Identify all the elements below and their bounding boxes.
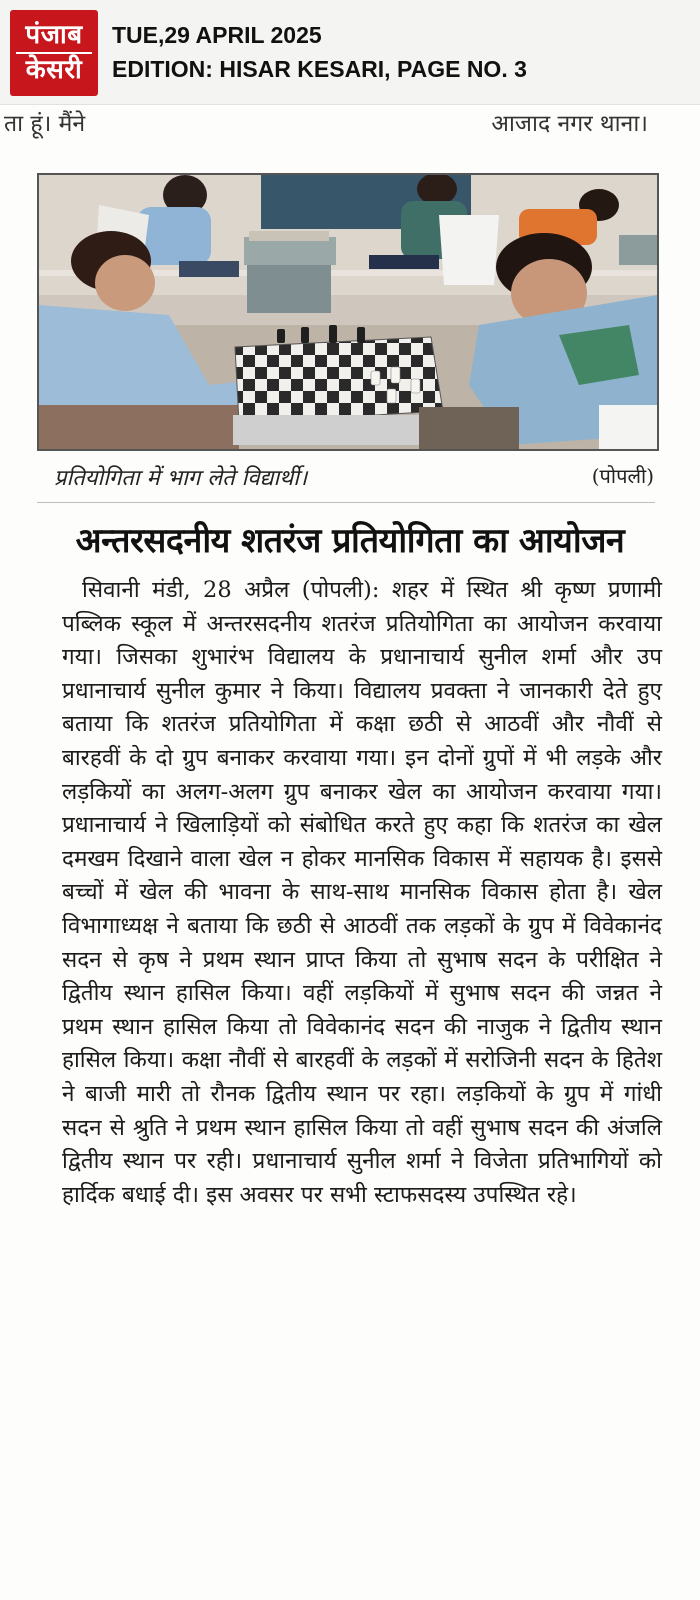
photo-credit: (पोपली) [591, 464, 654, 488]
article-body: सिवानी मंडी, 28 अप्रैल (पोपली): शहर में स्थित श्री कृष्ण प्रणामी पब्लिक स्कूल में अन्तरसदनीय शतरंज प्रतियोगिता का आयोजन करवाया गया। जिसका शुभारंभ विद्यालय के प्रधानाचार्य सुनील शर्मा और उप प्रधानाचार्य सुनील कुमार ने किया। विद्यालय प्रवक्ता ने जानकारी देते हुए बताया कि शतरंज प्रतियोगिता में कक्षा छठी से आठवीं और नौवीं से बारहवीं के दो ग्रुप बनाकर करवाया गया। इन दोनों ग्रुपों में भी लड़के और लड़कियों का अलग-अलग ग्रुप बनाकर खेल का आयोजन करवाया गया। प्रधानाचार्य ने खिलाड़ियों को संबोधित करते हुए कहा कि शतरंज का खेल दमखम दिखाने वाला खेल न होकर मानसिक विकास में सहायक है। इससे बच्चों में खेल की भावना के साथ-साथ मानसिक विकास होता है। खेल विभागाध्यक्ष ने बताया कि छठी से आठवीं तक लड़कों के ग्रुप में विवेकानंद सदन से कृष ने प्रथम स्थान प्राप्त किया तो सुभाष सदन के परीक्षित ने द्वितीय स्थान हासिल किया। वहीं लड़कियों में सुभाष सदन की जन्नत ने प्रथम स्थान हासिल किया तो विवेकानंद सदन की नाजुक ने द्वितीय स्थान हासिल किया। कक्षा नौवीं से बारहवीं के लड़कों में सरोजिनी सदन के हितेश ने बाजी मारी तो रौनक द्वितीय स्थान पर रहा। लड़कियों के ग्रुप में गांधी सदन से श्रुति ने प्रथम स्थान हासिल किया तो वहीं सुभाष सदन की अंजलि द्वितीय स्थान पर रही। प्रधानाचार्य सुनील शर्मा ने विजेता प्रतिभागियों को हार्दिक बधाई दी। इस अवसर पर सभी स्टाफसदस्य उपस्थित रहे। [62, 577, 662, 1208]
logo-line-1: पंजाब [25, 19, 83, 50]
edition-meta [112, 18, 527, 86]
clipping-header [0, 0, 700, 105]
photo-caption-text: प्रतियोगिता में भाग लेते विद्यार्थी। [54, 466, 308, 491]
article-headline: अन्तरसदनीय शतरंज प्रतियोगिता का आयोजन [75, 521, 625, 561]
chess-students-photo [39, 175, 657, 449]
spillover-text-left: ता हूं। मैंने [4, 111, 86, 137]
edition-info: EDITION: HISAR KESARI, PAGE NO. 3 [112, 56, 527, 82]
caption-divider [37, 502, 655, 503]
spillover-text-right: आजाद नगर थाना। [491, 111, 648, 137]
news-photo [37, 173, 659, 451]
photo-caption [54, 462, 654, 492]
punjab-kesari-logo [10, 10, 98, 96]
edition-date: TUE,29 APRIL 2025 [112, 22, 322, 48]
logo-line-2: केसरी [25, 55, 83, 85]
logo-divider [16, 52, 92, 54]
